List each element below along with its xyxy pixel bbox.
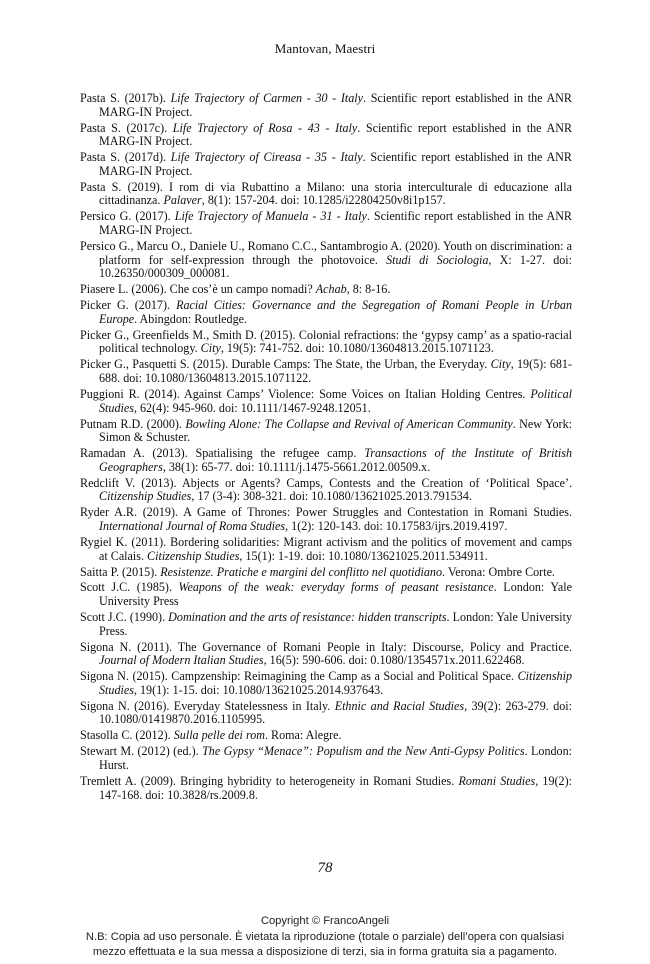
- reference-details: . Verona: Ombre Corte.: [442, 564, 555, 579]
- reference-title: Palaver: [163, 193, 202, 208]
- reference-entry: [80, 566, 572, 580]
- reference-text: Tremlett A. (2009). Bringing hybridity to heterogeneity in Romani Studies.: [80, 773, 459, 788]
- reference-title: The Gypsy “Menace”: Populism and the New Anti-Gypsy Politics: [202, 744, 525, 759]
- reference-text: Redclift V. (2013). Abjects or Agents? Camps, Contests and the Creation of ‘Political Space’.: [80, 475, 572, 490]
- copyright-line: Copyright © FrancoAngeli: [260, 915, 390, 927]
- reference-title: City: [200, 341, 221, 356]
- reference-text: Pasta S. (2019). I rom di via Rubattino a Milano: una storia interculturale di educazione alla cittadinanza.: [80, 179, 572, 208]
- reference-text: Putnam R.D. (2000).: [80, 416, 186, 431]
- reference-text: Picker G. (2017).: [80, 298, 177, 313]
- reference-title: Ethnic and Racial Studies: [334, 698, 465, 713]
- notice-line-2: mezzo effettuata e la sua messa a disposizione di terzi, sia in forma gratuita sia a pagamento.: [92, 946, 558, 958]
- reference-title: Political Studies: [99, 386, 572, 415]
- reference-details: . Scientific report established in the ANR MARG-IN Project.: [99, 209, 572, 238]
- reference-details: . Abingdon: Routledge.: [134, 311, 248, 326]
- reference-title: Citizenship Studies: [99, 489, 192, 504]
- reference-entry: [80, 581, 572, 608]
- reference-details: , 19(2): 147-168. doi: 10.3828/rs.2009.8.: [99, 773, 572, 802]
- reference-details: , 38(1): 65-77. doi: 10.1111/j.1475-5661.2012.00509.x.: [162, 459, 431, 474]
- reference-details: , 15(1): 1-19. doi: 10.1080/13621025.2011.534911.: [239, 548, 488, 563]
- reference-text: Rygiel K. (2011). Bordering solidarities: Migrant activism and the politics of movement and camps at Calais.: [80, 534, 572, 563]
- reference-details: . London: Hurst.: [99, 744, 572, 772]
- reference-entry: [80, 477, 572, 504]
- reference-entry: [80, 700, 572, 727]
- reference-entry: [80, 611, 572, 638]
- reference-title: Resistenze. Pratiche e margini del conflitto nel quotidiano: [160, 564, 442, 579]
- reference-details: , 8(1): 157-204. doi: 10.1285/i22804250v8i1p157.: [201, 193, 446, 208]
- reference-details: . New York: Simon & Schuster.: [99, 416, 572, 445]
- reference-title: Citizenship Studies: [99, 669, 572, 697]
- reference-details: , 1(2): 120-143. doi: 10.17583/ijrs.2019.4197.: [285, 519, 508, 534]
- reference-entry: [80, 283, 572, 297]
- reference-entry: [80, 181, 572, 208]
- reference-title: City: [490, 357, 511, 372]
- reference-title: Bowling Alone: The Collapse and Revival of American Community: [185, 416, 513, 431]
- reference-text: Scott J.C. (1985).: [80, 580, 179, 595]
- reference-title: Life Trajectory of Manuela - 31 - Italy: [174, 209, 367, 224]
- reference-entry: [80, 122, 572, 149]
- reference-details: , X: 1-27. doi: 10.26350/000309_000081.: [99, 252, 573, 281]
- reference-entry: [80, 210, 572, 237]
- reference-details: . Scientific report established in the ANR MARG-IN Project.: [99, 150, 572, 178]
- reference-text: Pasta S. (2017b).: [80, 91, 171, 105]
- page-number: 78: [317, 860, 333, 876]
- reference-details: , 17 (3-4): 308-321. doi: 10.1080/13621025.2013.791534.: [191, 489, 472, 504]
- reference-text: Scott J.C. (1990).: [80, 609, 169, 624]
- reference-title: Life Trajectory of Carmen - 30 - Italy: [170, 91, 364, 105]
- reference-entry: [80, 388, 572, 415]
- reference-text: Picker G., Pasquetti S. (2015). Durable Camps: The State, the Urban, the Everyday.: [80, 357, 491, 372]
- reference-entry: [80, 447, 572, 474]
- reference-entry: [80, 329, 572, 356]
- reference-title: International Journal of Roma Studies: [99, 519, 286, 534]
- reference-title: Domination and the arts of resistance: hidden transcripts: [168, 609, 447, 624]
- reference-text: Piasere L. (2006). Che cos’è un campo nomadi?: [80, 282, 316, 297]
- reference-entry: [80, 670, 572, 697]
- reference-text: Sigona N. (2015). Campzenship: Reimagining the Camp as a Social and Political Space.: [80, 669, 518, 684]
- reference-text: Pasta S. (2017d).: [80, 150, 171, 165]
- reference-text: Stewart M. (2012) (ed.).: [80, 744, 203, 759]
- reference-entry: [80, 536, 572, 563]
- reference-text: Persico G., Marcu O., Daniele U., Romano C.C., Santambrogio A. (2020). Youth on discrimination: a platform for self-expression through the photovoice.: [80, 238, 572, 267]
- reference-text: Ryder A.R. (2019). A Game of Thrones: Power Struggles and Contestation in Romani Studies.: [80, 505, 572, 520]
- reference-title: Weapons of the weak: everyday forms of peasant resistance: [178, 580, 494, 595]
- notice-line-1: N.B: Copia ad uso personale. È vietata la riproduzione (totale o parziale) dell’opera con qualsiasi: [85, 930, 565, 943]
- reference-entry: [80, 299, 572, 326]
- reference-text: Puggioni R. (2014). Against Camps’ Violence: Some Voices on Italian Holding Centres.: [80, 386, 531, 401]
- reference-text: Persico G. (2017).: [80, 209, 175, 224]
- reference-details: , 19(5): 681-688. doi: 10.1080/13604813.2015.1071122.: [99, 357, 572, 386]
- reference-entry: [80, 418, 572, 445]
- reference-details: , 62(4): 945-960. doi: 10.1111/1467-9248.12051.: [133, 400, 371, 415]
- reference-details: , 8: 8-16.: [346, 282, 391, 297]
- reference-title: Transactions of the Institute of British Geographers: [99, 446, 572, 474]
- reference-entry: [80, 641, 572, 668]
- reference-details: , 19(1): 1-15. doi: 10.1080/13621025.2014.937643.: [133, 682, 384, 697]
- reference-list: [80, 92, 572, 804]
- reference-title: Journal of Modern Italian Studies: [99, 653, 264, 668]
- reference-details: , 19(5): 741-752. doi: 10.1080/13604813.2015.1071123.: [220, 341, 494, 356]
- reference-title: Citizenship Studies: [147, 548, 240, 563]
- reference-text: Stasolla C. (2012).: [80, 728, 174, 743]
- reference-details: , 16(5): 590-606. doi: 0.1080/1354571x.2011.622468.: [263, 653, 525, 668]
- reference-entry: [80, 745, 572, 772]
- reference-details: . London: Yale University Press.: [99, 609, 572, 638]
- reference-title: Racial Cities: Governance and the Segregation of Romani People in Urban Europe: [99, 298, 572, 326]
- reference-entry: [80, 358, 572, 385]
- reference-text: Picker G., Greenfields M., Smith D. (2015). Colonial refractions: the ‘gypsy camp’ as a spatio-racial political technology.: [80, 327, 572, 356]
- reference-details: . Scientific report established in the ANR MARG-IN Project.: [99, 120, 573, 149]
- running-header: Mantovan, Maestri: [274, 41, 376, 56]
- reference-text: Sigona N. (2016). Everyday Statelessness in Italy.: [80, 698, 335, 713]
- reference-title: Romani Studies: [458, 773, 536, 788]
- reference-entry: [80, 506, 572, 533]
- reference-entry: [80, 729, 572, 743]
- reference-text: Pasta S. (2017c).: [80, 120, 173, 135]
- reference-text: Saitta P. (2015).: [80, 564, 161, 579]
- reference-entry: [80, 92, 572, 119]
- reference-entry: [80, 775, 572, 802]
- reference-details: , 39(2): 263-279. doi: 10.1080/01419870.2016.1105995.: [99, 698, 573, 727]
- reference-text: Sigona N. (2011). The Governance of Romani People in Italy: Discourse, Policy and Practice.: [80, 639, 572, 654]
- reference-entry: [80, 151, 572, 178]
- copyright-footer: [0, 914, 650, 961]
- reference-entry: [80, 240, 572, 281]
- reference-title: Studi di Sociologia: [386, 252, 489, 267]
- reference-details: . Scientific report established in the ANR MARG-IN Project.: [99, 91, 572, 119]
- reference-details: . Roma: Alegre.: [264, 728, 342, 743]
- reference-title: Life Trajectory of Rosa - 43 - Italy: [172, 120, 358, 135]
- reference-title: Achab: [315, 282, 347, 297]
- reference-details: . London: Yale University Press: [99, 580, 572, 609]
- reference-title: Sulla pelle dei rom: [173, 728, 265, 743]
- reference-title: Life Trajectory of Cireasa - 35 - Italy: [170, 150, 363, 165]
- reference-text: Ramadan A. (2013). Spatialising the refugee camp.: [80, 446, 365, 461]
